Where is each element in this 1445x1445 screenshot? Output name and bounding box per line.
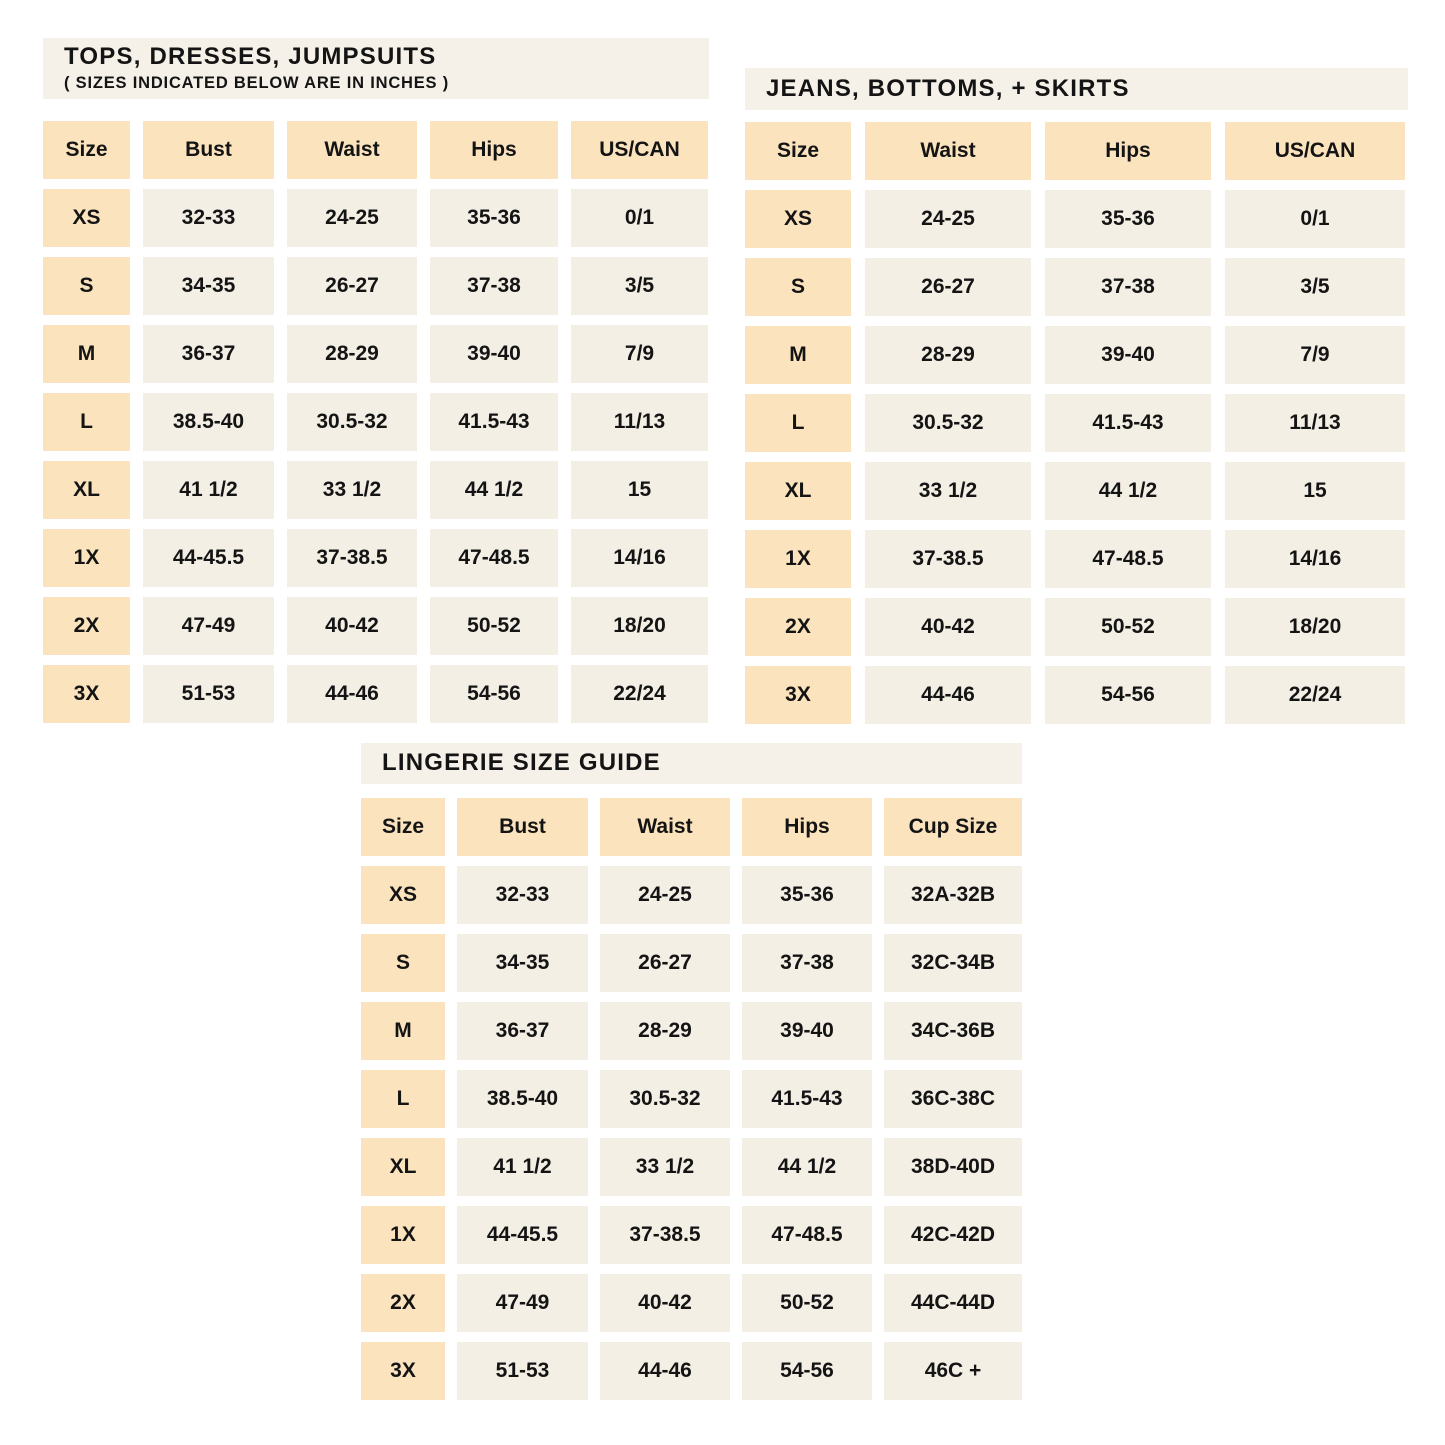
tops-title: TOPS, DRESSES, JUMPSUITS — [64, 42, 437, 70]
measurement-cell: 44-46 — [865, 666, 1031, 724]
lingerie-title-band — [361, 743, 1022, 784]
measurement-cell: 41.5-43 — [742, 1070, 872, 1128]
lingerie-size-guide-table — [361, 743, 1022, 1400]
measurement-cell: 38D-40D — [884, 1138, 1022, 1196]
tops-size-grid — [43, 121, 709, 723]
size-label-cell: XS — [361, 866, 445, 924]
measurement-cell: 35-36 — [1045, 190, 1211, 248]
measurement-cell: 41.5-43 — [1045, 394, 1211, 452]
measurement-cell: 30.5-32 — [600, 1070, 730, 1128]
measurement-cell: 28-29 — [600, 1002, 730, 1060]
measurement-cell: 44 1/2 — [430, 461, 558, 519]
header-cell: Waist — [865, 122, 1031, 180]
measurement-cell: 44-46 — [287, 665, 417, 723]
size-label-cell: 3X — [361, 1342, 445, 1400]
size-label-cell: S — [43, 257, 130, 315]
size-label-cell: 1X — [43, 529, 130, 587]
measurement-cell: 38.5-40 — [143, 393, 274, 451]
header-cell: Bust — [143, 121, 274, 179]
measurement-cell: 32-33 — [457, 866, 588, 924]
measurement-cell: 36C-38C — [884, 1070, 1022, 1128]
header-cell: Size — [361, 798, 445, 856]
measurement-cell: 39-40 — [1045, 326, 1211, 384]
measurement-cell: 7/9 — [571, 325, 708, 383]
measurement-cell: 51-53 — [143, 665, 274, 723]
bottoms-title-band — [745, 68, 1408, 110]
measurement-cell: 50-52 — [742, 1274, 872, 1332]
measurement-cell: 47-48.5 — [742, 1206, 872, 1264]
measurement-cell: 41 1/2 — [143, 461, 274, 519]
measurement-cell: 51-53 — [457, 1342, 588, 1400]
measurement-cell: 46C + — [884, 1342, 1022, 1400]
lingerie-size-grid — [361, 798, 1022, 1400]
size-label-cell: 2X — [43, 597, 130, 655]
measurement-cell: 37-38.5 — [865, 530, 1031, 588]
measurement-cell: 47-49 — [457, 1274, 588, 1332]
size-label-cell: 3X — [43, 665, 130, 723]
tops-subtitle: ( SIZES INDICATED BELOW ARE IN INCHES ) — [64, 74, 450, 93]
measurement-cell: 34-35 — [143, 257, 274, 315]
size-label-cell: L — [361, 1070, 445, 1128]
size-label-cell: XS — [745, 190, 851, 248]
measurement-cell: 47-48.5 — [430, 529, 558, 587]
size-label-cell: S — [745, 258, 851, 316]
size-label-cell: L — [43, 393, 130, 451]
measurement-cell: 35-36 — [430, 189, 558, 247]
measurement-cell: 30.5-32 — [865, 394, 1031, 452]
measurement-cell: 28-29 — [865, 326, 1031, 384]
measurement-cell: 47-48.5 — [1045, 530, 1211, 588]
size-label-cell: XL — [43, 461, 130, 519]
size-label-cell: XS — [43, 189, 130, 247]
measurement-cell: 33 1/2 — [287, 461, 417, 519]
measurement-cell: 39-40 — [430, 325, 558, 383]
measurement-cell: 26-27 — [287, 257, 417, 315]
measurement-cell: 26-27 — [600, 934, 730, 992]
measurement-cell: 40-42 — [865, 598, 1031, 656]
measurement-cell: 44-46 — [600, 1342, 730, 1400]
measurement-cell: 37-38 — [1045, 258, 1211, 316]
measurement-cell: 3/5 — [1225, 258, 1405, 316]
measurement-cell: 14/16 — [571, 529, 708, 587]
measurement-cell: 37-38 — [742, 934, 872, 992]
bottoms-size-grid — [745, 122, 1408, 724]
lingerie-title: LINGERIE SIZE GUIDE — [382, 749, 661, 777]
measurement-cell: 33 1/2 — [600, 1138, 730, 1196]
measurement-cell: 33 1/2 — [865, 462, 1031, 520]
measurement-cell: 44C-44D — [884, 1274, 1022, 1332]
size-label-cell: 3X — [745, 666, 851, 724]
measurement-cell: 32A-32B — [884, 866, 1022, 924]
measurement-cell: 15 — [1225, 462, 1405, 520]
measurement-cell: 18/20 — [571, 597, 708, 655]
header-cell: Hips — [742, 798, 872, 856]
size-label-cell: 1X — [361, 1206, 445, 1264]
measurement-cell: 41.5-43 — [430, 393, 558, 451]
measurement-cell: 44-45.5 — [457, 1206, 588, 1264]
header-cell: Cup Size — [884, 798, 1022, 856]
measurement-cell: 32C-34B — [884, 934, 1022, 992]
measurement-cell: 0/1 — [571, 189, 708, 247]
measurement-cell: 44-45.5 — [143, 529, 274, 587]
measurement-cell: 44 1/2 — [1045, 462, 1211, 520]
header-cell: US/CAN — [1225, 122, 1405, 180]
measurement-cell: 11/13 — [1225, 394, 1405, 452]
tops-dresses-jumpsuits-table — [43, 38, 709, 723]
measurement-cell: 37-38 — [430, 257, 558, 315]
measurement-cell: 36-37 — [143, 325, 274, 383]
measurement-cell: 0/1 — [1225, 190, 1405, 248]
size-label-cell: S — [361, 934, 445, 992]
measurement-cell: 22/24 — [1225, 666, 1405, 724]
measurement-cell: 28-29 — [287, 325, 417, 383]
measurement-cell: 37-38.5 — [600, 1206, 730, 1264]
size-label-cell: 2X — [361, 1274, 445, 1332]
measurement-cell: 54-56 — [430, 665, 558, 723]
measurement-cell: 40-42 — [600, 1274, 730, 1332]
tops-title-band — [43, 38, 709, 99]
size-label-cell: 2X — [745, 598, 851, 656]
measurement-cell: 38.5-40 — [457, 1070, 588, 1128]
measurement-cell: 36-37 — [457, 1002, 588, 1060]
measurement-cell: 18/20 — [1225, 598, 1405, 656]
measurement-cell: 3/5 — [571, 257, 708, 315]
measurement-cell: 22/24 — [571, 665, 708, 723]
measurement-cell: 24-25 — [600, 866, 730, 924]
measurement-cell: 14/16 — [1225, 530, 1405, 588]
header-cell: Waist — [287, 121, 417, 179]
header-cell: Size — [745, 122, 851, 180]
bottoms-title: JEANS, BOTTOMS, + SKIRTS — [766, 74, 1130, 102]
header-cell: Hips — [430, 121, 558, 179]
measurement-cell: 47-49 — [143, 597, 274, 655]
measurement-cell: 44 1/2 — [742, 1138, 872, 1196]
measurement-cell: 34C-36B — [884, 1002, 1022, 1060]
measurement-cell: 37-38.5 — [287, 529, 417, 587]
size-label-cell: XL — [361, 1138, 445, 1196]
measurement-cell: 42C-42D — [884, 1206, 1022, 1264]
size-label-cell: M — [361, 1002, 445, 1060]
measurement-cell: 32-33 — [143, 189, 274, 247]
measurement-cell: 54-56 — [1045, 666, 1211, 724]
measurement-cell: 26-27 — [865, 258, 1031, 316]
measurement-cell: 7/9 — [1225, 326, 1405, 384]
measurement-cell: 35-36 — [742, 866, 872, 924]
measurement-cell: 54-56 — [742, 1342, 872, 1400]
measurement-cell: 11/13 — [571, 393, 708, 451]
size-label-cell: L — [745, 394, 851, 452]
header-cell: Hips — [1045, 122, 1211, 180]
measurement-cell: 39-40 — [742, 1002, 872, 1060]
size-label-cell: 1X — [745, 530, 851, 588]
size-label-cell: M — [43, 325, 130, 383]
measurement-cell: 30.5-32 — [287, 393, 417, 451]
measurement-cell: 24-25 — [865, 190, 1031, 248]
measurement-cell: 15 — [571, 461, 708, 519]
measurement-cell: 34-35 — [457, 934, 588, 992]
measurement-cell: 41 1/2 — [457, 1138, 588, 1196]
header-cell: Bust — [457, 798, 588, 856]
header-cell: Size — [43, 121, 130, 179]
header-cell: US/CAN — [571, 121, 708, 179]
measurement-cell: 50-52 — [430, 597, 558, 655]
measurement-cell: 24-25 — [287, 189, 417, 247]
size-label-cell: M — [745, 326, 851, 384]
measurement-cell: 40-42 — [287, 597, 417, 655]
jeans-bottoms-skirts-table — [745, 68, 1408, 724]
size-label-cell: XL — [745, 462, 851, 520]
header-cell: Waist — [600, 798, 730, 856]
measurement-cell: 50-52 — [1045, 598, 1211, 656]
